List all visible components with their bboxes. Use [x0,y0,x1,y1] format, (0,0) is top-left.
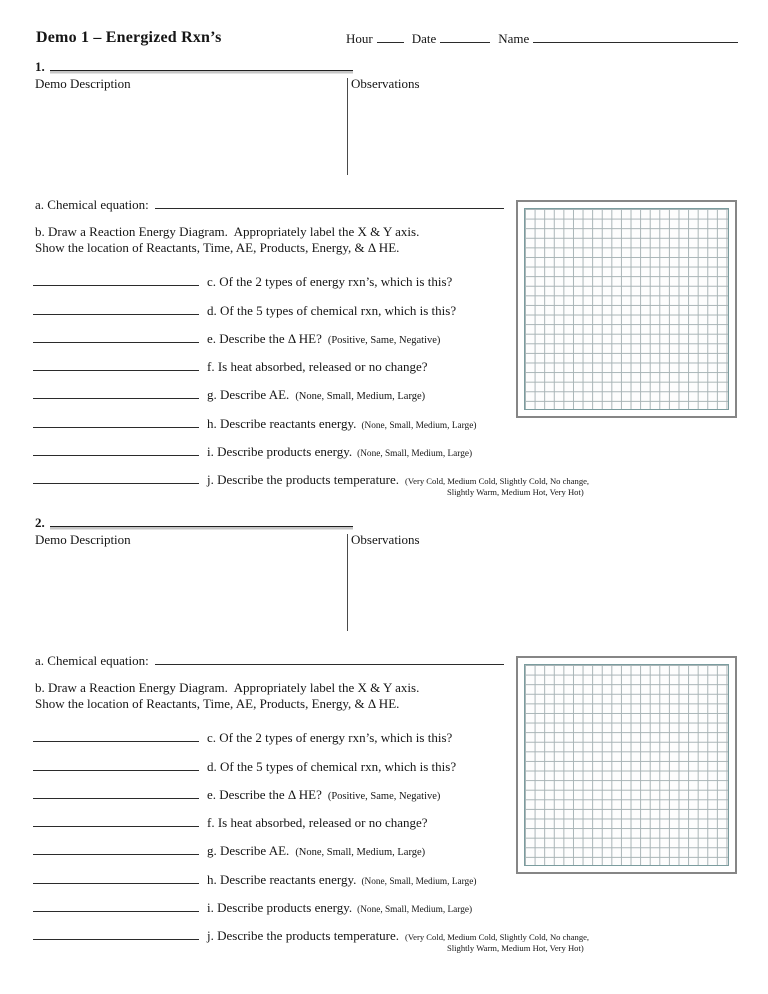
section-1-question-g [33,387,425,405]
section-2-graph-area[interactable] [516,656,737,874]
section-2-answer-blank-d[interactable] [33,768,199,771]
question-e-options: (Positive, Same, Negative) [327,335,441,346]
question-h-text: h. Describe reactants energy. [207,872,357,887]
section-2-question-e [33,787,440,805]
section-1-question-c [33,274,452,290]
section-2-question-h [33,872,476,890]
question-h-options: (None, Small, Medium, Large) [361,877,477,887]
section-2-question-f [33,815,428,831]
section-1-diagram-instruction [35,224,513,255]
section-1-answer-blank-c[interactable] [33,283,199,286]
chemical-equation-label: a. Chemical equation: [35,197,149,212]
section-2-question-d [33,759,456,775]
question-g-text: g. Describe AE. [207,387,290,402]
question-j-options-line1: (Very Cold, Medium Cold, Slightly Cold, No change, [405,932,590,942]
diagram-instruction-line1: b. Draw a Reaction Energy Diagram. Appropriately label the X & Y axis. [35,224,420,239]
section-1-answer-blank-d[interactable] [33,312,199,315]
question-g-options: (None, Small, Medium, Large) [295,847,426,858]
section-1-chemical-equation-row [35,197,504,213]
section-1-answer-blank-f[interactable] [33,368,199,371]
name-blank[interactable] [533,40,738,43]
name-label: Name [498,31,530,46]
header-fields [346,31,738,47]
question-i-text: i. Describe products energy. [207,900,353,915]
question-i-options: (None, Small, Medium, Large) [357,449,473,459]
section-2-diagram-instruction [35,680,513,711]
question-i-options: (None, Small, Medium, Large) [357,905,473,915]
question-j-options-line2: Slightly Warm, Medium Hot, Very Hot) [447,487,584,497]
hour-label: Hour [346,31,373,46]
section-1-title-blank[interactable] [50,68,353,71]
question-e-text: e. Describe the Δ HE? [207,331,322,346]
diagram-instruction-line1: b. Draw a Reaction Energy Diagram. Appropriately label the X & Y axis. [35,680,420,695]
page-title: Demo 1 – Energized Rxn’s [36,29,222,46]
section-1-question-e [33,331,440,349]
section-1-answer-blank-e[interactable] [33,340,199,343]
section-2-answer-blank-h[interactable] [33,881,199,884]
section-2-demo-description-label: Demo Description [35,532,131,547]
question-h-text: h. Describe reactants energy. [207,416,357,431]
date-blank[interactable] [440,40,490,43]
question-d-text: d. Of the 5 types of chemical rxn, which is this? [207,759,457,774]
section-2-question-c [33,730,452,746]
question-j-options-line1: (Very Cold, Medium Cold, Slightly Cold, No change, [405,476,590,486]
section-1-graph-area[interactable] [516,200,737,418]
section-1-demo-description-label: Demo Description [35,76,131,91]
question-f-text: f. Is heat absorbed, released or no change? [207,815,428,830]
diagram-instruction-line2: Show the location of Reactants, Time, AE, Products, Energy, & Δ HE. [35,239,400,255]
section-1-question-f [33,359,428,375]
section-2-question-i [33,900,472,918]
section-1-question-d [33,303,456,319]
section-2-answer-blank-e[interactable] [33,796,199,799]
section-2-answer-blank-g[interactable] [33,852,199,855]
section-1-answer-blank-j[interactable] [33,481,199,484]
section-2-number: 2. [35,515,45,530]
section-1-column-divider [347,78,348,175]
question-e-text: e. Describe the Δ HE? [207,787,322,802]
section-2-title-blank[interactable] [50,524,353,527]
chemical-equation-label: a. Chemical equation: [35,653,149,668]
graph-paper-grid [524,664,729,866]
question-f-text: f. Is heat absorbed, released or no change? [207,359,428,374]
section-1-answer-blank-h[interactable] [33,425,199,428]
section-2-column-divider [347,534,348,631]
section-2-chemical-equation-row [35,653,504,669]
question-c-text: c. Of the 2 types of energy rxn’s, which is this? [207,730,453,745]
question-g-options: (None, Small, Medium, Large) [295,391,426,402]
section-1-chemical-equation-blank[interactable] [155,206,504,209]
question-h-options: (None, Small, Medium, Large) [361,421,477,431]
question-j-options-line2: Slightly Warm, Medium Hot, Very Hot) [447,943,584,953]
question-g-text: g. Describe AE. [207,843,290,858]
section-1-answer-blank-g[interactable] [33,396,199,399]
question-i-text: i. Describe products energy. [207,444,353,459]
section-2-answer-blank-c[interactable] [33,739,199,742]
section-2 [0,515,768,975]
section-2-observations-label: Observations [351,532,420,547]
section-2-number-row [35,515,353,531]
section-1-question-h [33,416,476,434]
question-c-text: c. Of the 2 types of energy rxn’s, which is this? [207,274,453,289]
diagram-instruction-line2: Show the location of Reactants, Time, AE, Products, Energy, & Δ HE. [35,695,400,711]
hour-blank[interactable] [377,40,404,43]
section-2-answer-blank-j[interactable] [33,937,199,940]
question-d-text: d. Of the 5 types of chemical rxn, which is this? [207,303,457,318]
date-label: Date [411,31,437,46]
section-1-number-row [35,59,353,75]
graph-paper-grid [524,208,729,410]
section-2-chemical-equation-blank[interactable] [155,662,504,665]
section-1-answer-blank-i[interactable] [33,453,199,456]
section-2-answer-blank-i[interactable] [33,909,199,912]
section-2-answer-blank-f[interactable] [33,824,199,827]
section-1-question-i [33,444,472,462]
question-j-text: j. Describe the products temperature. [207,472,400,487]
section-1-number: 1. [35,59,45,74]
section-1-observations-label: Observations [351,76,420,91]
question-j-text: j. Describe the products temperature. [207,928,400,943]
section-2-question-g [33,843,425,861]
section-1 [0,59,768,519]
question-e-options: (Positive, Same, Negative) [327,791,441,802]
